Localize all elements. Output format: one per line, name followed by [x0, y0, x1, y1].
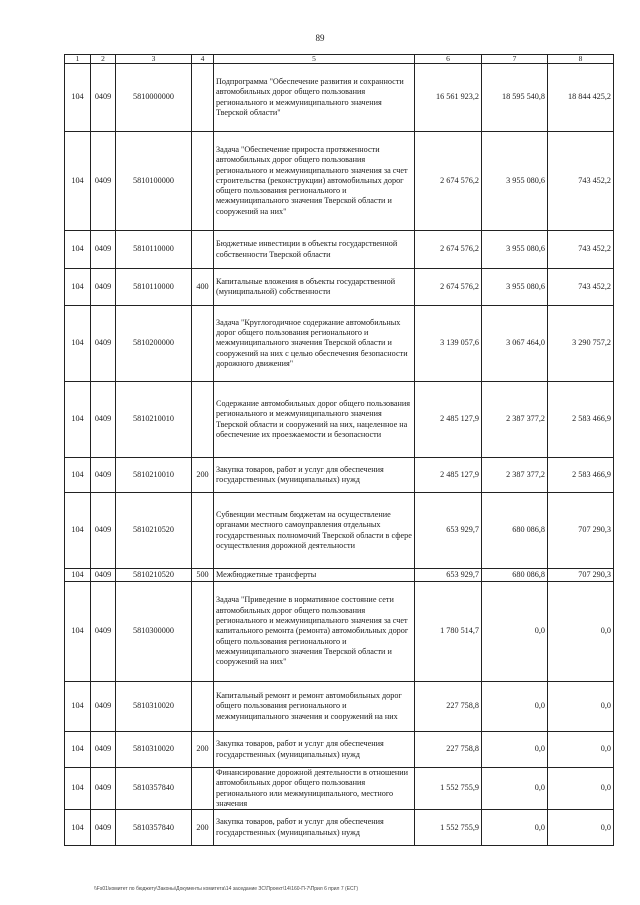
- row-section-code: 0409: [91, 493, 116, 569]
- row-expense-type: [192, 382, 214, 458]
- table-row: [65, 682, 614, 732]
- row-name: Бюджетные инвестиции в объекты государственной собственности Тверской области: [214, 231, 415, 269]
- row-name: Задача "Обеспечение прироста протяженности автомобильных дорог общего пользования регионального и межмуниципального значения за счет строительства (реконструкции) автомобильных дорог общего пользования регионального и межмуниципального значения Тверской области и сооружений на них": [214, 132, 415, 231]
- row-amount-year-2: 0,0: [482, 682, 548, 732]
- column-header: 6: [415, 55, 482, 64]
- row-name: Закупка товаров, работ и услуг для обеспечения государственных (муниципальных) нужд: [214, 810, 415, 846]
- row-name: Закупка товаров, работ и услуг для обеспечения государственных (муниципальных) нужд: [214, 458, 415, 493]
- row-expense-type: [192, 132, 214, 231]
- row-section-code: 0409: [91, 569, 116, 582]
- row-amount-year-3: 743 452,2: [548, 269, 614, 306]
- row-amount-year-2: 3 955 080,6: [482, 269, 548, 306]
- row-amount-year-2: 0,0: [482, 768, 548, 810]
- row-amount-year-2: 3 067 464,0: [482, 306, 548, 382]
- row-expense-type: 400: [192, 269, 214, 306]
- column-header: 4: [192, 55, 214, 64]
- row-amount-year-3: 3 290 757,2: [548, 306, 614, 382]
- table-row: [65, 382, 614, 458]
- row-amount-year-2: 0,0: [482, 732, 548, 768]
- row-amount-year-3: 0,0: [548, 682, 614, 732]
- row-name: Межбюджетные трансферты: [214, 569, 415, 582]
- column-header: 7: [482, 55, 548, 64]
- row-admin-code: 104: [65, 582, 91, 682]
- row-expense-type: [192, 64, 214, 132]
- row-amount-year-1: 2 674 576,2: [415, 231, 482, 269]
- column-number-row: [65, 55, 614, 64]
- row-amount-year-1: 2 485 127,9: [415, 382, 482, 458]
- row-admin-code: 104: [65, 493, 91, 569]
- table-row: [65, 732, 614, 768]
- row-expense-type: 200: [192, 732, 214, 768]
- row-admin-code: 104: [65, 732, 91, 768]
- row-amount-year-3: 743 452,2: [548, 231, 614, 269]
- row-amount-year-3: 2 583 466,9: [548, 458, 614, 493]
- row-amount-year-2: 3 955 080,6: [482, 132, 548, 231]
- row-admin-code: 104: [65, 132, 91, 231]
- row-section-code: 0409: [91, 306, 116, 382]
- row-target-article: 5810110000: [116, 269, 192, 306]
- row-expense-type: 200: [192, 458, 214, 493]
- row-name: Подпрограмма "Обеспечение развития и сохранности автомобильных дорог общего пользования регионального и межмуниципального значения Тверской области": [214, 64, 415, 132]
- row-target-article: 5810310020: [116, 732, 192, 768]
- row-section-code: 0409: [91, 582, 116, 682]
- row-target-article: 5810310020: [116, 682, 192, 732]
- row-expense-type: 500: [192, 569, 214, 582]
- table-row: [65, 269, 614, 306]
- row-amount-year-1: 16 561 923,2: [415, 64, 482, 132]
- row-amount-year-3: 0,0: [548, 582, 614, 682]
- footer-file-path: \\Fs01\комитет по бюджету\Законы\Документы комитета\14 заседание ЗС\Проект\14\160-П-7\Прил 6 прил 7 (ЕСГ): [94, 886, 359, 892]
- row-target-article: 5810210010: [116, 458, 192, 493]
- row-target-article: 5810210010: [116, 382, 192, 458]
- row-name: Капитальный ремонт и ремонт автомобильных дорог общего пользования регионального и межмуниципального значения и сооружений на них: [214, 682, 415, 732]
- row-admin-code: 104: [65, 231, 91, 269]
- row-target-article: 5810357840: [116, 768, 192, 810]
- row-expense-type: [192, 493, 214, 569]
- row-amount-year-1: 2 674 576,2: [415, 269, 482, 306]
- budget-table-body: [65, 64, 614, 846]
- row-amount-year-3: 707 290,3: [548, 493, 614, 569]
- row-section-code: 0409: [91, 682, 116, 732]
- row-section-code: 0409: [91, 810, 116, 846]
- row-target-article: 5810210520: [116, 569, 192, 582]
- row-target-article: 5810357840: [116, 810, 192, 846]
- row-expense-type: 200: [192, 810, 214, 846]
- table-row: [65, 768, 614, 810]
- row-amount-year-3: 0,0: [548, 810, 614, 846]
- row-admin-code: 104: [65, 269, 91, 306]
- row-amount-year-3: 707 290,3: [548, 569, 614, 582]
- row-amount-year-2: 2 387 377,2: [482, 458, 548, 493]
- table-row: [65, 231, 614, 269]
- row-expense-type: [192, 231, 214, 269]
- row-section-code: 0409: [91, 732, 116, 768]
- row-amount-year-1: 653 929,7: [415, 569, 482, 582]
- page-number: 89: [315, 33, 325, 43]
- row-amount-year-2: 2 387 377,2: [482, 382, 548, 458]
- row-section-code: 0409: [91, 132, 116, 231]
- row-name: Задача "Приведение в нормативное состояние сети автомобильных дорог общего пользования регионального и межмуниципального значения за счет капитального ремонта (ремонта) автомобильных дорог общего пользования регионального и межмуниципального значения Тверской области и сооружений на них": [214, 582, 415, 682]
- row-expense-type: [192, 768, 214, 810]
- row-admin-code: 104: [65, 64, 91, 132]
- row-target-article: 5810000000: [116, 64, 192, 132]
- row-target-article: 5810100000: [116, 132, 192, 231]
- row-target-article: 5810210520: [116, 493, 192, 569]
- row-target-article: 5810200000: [116, 306, 192, 382]
- row-amount-year-2: 0,0: [482, 810, 548, 846]
- table-row: [65, 64, 614, 132]
- row-target-article: 5810110000: [116, 231, 192, 269]
- row-amount-year-1: 2 485 127,9: [415, 458, 482, 493]
- row-section-code: 0409: [91, 382, 116, 458]
- row-amount-year-2: 0,0: [482, 582, 548, 682]
- row-section-code: 0409: [91, 269, 116, 306]
- table-row: [65, 582, 614, 682]
- row-amount-year-1: 653 929,7: [415, 493, 482, 569]
- row-expense-type: [192, 582, 214, 682]
- row-amount-year-1: 3 139 057,6: [415, 306, 482, 382]
- row-section-code: 0409: [91, 768, 116, 810]
- row-admin-code: 104: [65, 382, 91, 458]
- row-admin-code: 104: [65, 768, 91, 810]
- row-amount-year-2: 680 086,8: [482, 493, 548, 569]
- table-row: [65, 132, 614, 231]
- row-amount-year-1: 227 758,8: [415, 682, 482, 732]
- column-header: 1: [65, 55, 91, 64]
- row-name: Субвенции местным бюджетам на осуществление органами местного самоуправления отдельных государственных полномочий Тверской области в сфере осуществления дорожной деятельности: [214, 493, 415, 569]
- row-target-article: 5810300000: [116, 582, 192, 682]
- row-section-code: 0409: [91, 458, 116, 493]
- table-row: [65, 810, 614, 846]
- row-admin-code: 104: [65, 458, 91, 493]
- budget-table: [64, 54, 614, 846]
- row-expense-type: [192, 306, 214, 382]
- column-header: 5: [214, 55, 415, 64]
- row-admin-code: 104: [65, 306, 91, 382]
- row-name: Финансирование дорожной деятельности в отношении автомобильных дорог общего пользования регионального или межмуниципального, местного значения: [214, 768, 415, 810]
- row-section-code: 0409: [91, 231, 116, 269]
- row-amount-year-1: 2 674 576,2: [415, 132, 482, 231]
- table-row: [65, 569, 614, 582]
- row-section-code: 0409: [91, 64, 116, 132]
- row-amount-year-3: 2 583 466,9: [548, 382, 614, 458]
- row-amount-year-2: 3 955 080,6: [482, 231, 548, 269]
- row-name: Капитальные вложения в объекты государственной (муниципальной) собственности: [214, 269, 415, 306]
- row-amount-year-2: 18 595 540,8: [482, 64, 548, 132]
- row-name: Задача "Круглогодичное содержание автомобильных дорог общего пользования регионального и межмуниципального значения Тверской области и сооружений на них с целью обеспечения безопасности дорожного движения": [214, 306, 415, 382]
- row-admin-code: 104: [65, 569, 91, 582]
- row-amount-year-3: 18 844 425,2: [548, 64, 614, 132]
- row-amount-year-1: 1 552 755,9: [415, 810, 482, 846]
- row-admin-code: 104: [65, 810, 91, 846]
- row-name: Содержание автомобильных дорог общего пользования регионального и межмуниципального значения Тверской области и сооружений на них, нацеленное на обеспечение их проезжаемости и безопасности: [214, 382, 415, 458]
- row-amount-year-3: 0,0: [548, 768, 614, 810]
- row-amount-year-3: 743 452,2: [548, 132, 614, 231]
- table-row: [65, 306, 614, 382]
- column-header: 8: [548, 55, 614, 64]
- row-amount-year-1: 1 780 514,7: [415, 582, 482, 682]
- row-admin-code: 104: [65, 682, 91, 732]
- row-amount-year-1: 1 552 755,9: [415, 768, 482, 810]
- row-amount-year-1: 227 758,8: [415, 732, 482, 768]
- column-header: 2: [91, 55, 116, 64]
- column-header: 3: [116, 55, 192, 64]
- row-amount-year-3: 0,0: [548, 732, 614, 768]
- row-name: Закупка товаров, работ и услуг для обеспечения государственных (муниципальных) нужд: [214, 732, 415, 768]
- table-row: [65, 493, 614, 569]
- table-row: [65, 458, 614, 493]
- row-expense-type: [192, 682, 214, 732]
- row-amount-year-2: 680 086,8: [482, 569, 548, 582]
